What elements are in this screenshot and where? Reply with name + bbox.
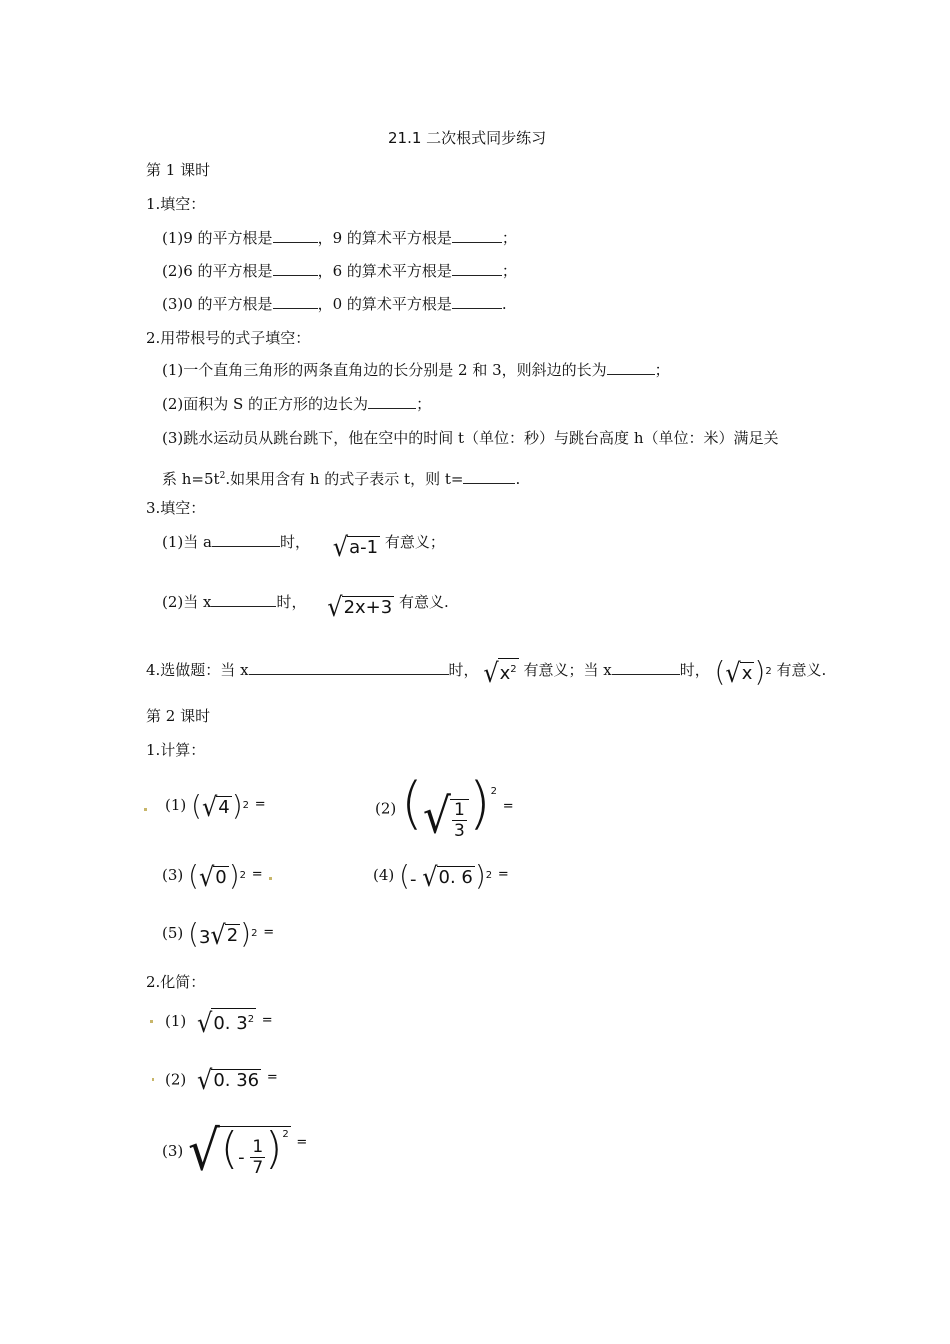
calc-label: 1.计算：	[146, 741, 206, 759]
lesson2-heading: 第 2 课时	[146, 707, 211, 725]
math-expression: (- √ 0. 6 )$^2$ =	[399, 859, 509, 893]
answer-blank[interactable]	[249, 660, 449, 675]
sqrt-expression: √ $x^2$	[483, 657, 517, 689]
sqrt-expression: √ a-1	[332, 531, 379, 563]
calc-item-5: (5) (3 √ 2 )$^2$ =	[162, 917, 275, 951]
q1-item-1: (1)9 的平方根是 ，9 的算术平方根是 ；	[162, 229, 517, 247]
math-expression: ( √ $\frac{1}{3}$ )$^2$ =	[401, 771, 514, 845]
q3-item-1: (1)当 a 时， √ a-1 有意义；	[162, 531, 445, 563]
decorative-dot	[269, 877, 272, 880]
decorative-dot	[150, 1020, 153, 1023]
answer-blank[interactable]	[452, 261, 502, 276]
math-expression: ( √ 0 )$^2$ =	[188, 859, 263, 893]
math-expression: ( √ 4 )$^2$ =	[191, 789, 266, 823]
calc-item-4: (4) (- √ 0. 6 )$^2$ =	[373, 859, 509, 893]
q1-item-2: (2)6 的平方根是 ，6 的算术平方根是 ；	[162, 262, 517, 280]
squared-sqrt-expression: ( √ x )$^2$	[714, 655, 772, 689]
q2-label: 2.用带根号的式子填空：	[146, 329, 311, 347]
q1-label: 1.填空：	[146, 195, 206, 213]
math-expression: √ 0. 36 =	[197, 1064, 278, 1096]
math-expression: √ 0. $3^2$ =	[197, 1007, 273, 1039]
q2-item-3-line1: (3)跳水运动员从跳台跳下，他在空中的时间 t（单位：秒）与跳台高度 h（单位：米）满足关	[162, 429, 779, 447]
q3-label: 3.填空：	[146, 499, 206, 517]
answer-blank[interactable]	[212, 532, 280, 547]
answer-blank[interactable]	[211, 592, 276, 607]
simplify-item-3: (3) √ (- $\frac{1}{7}$ )$^2$ =	[162, 1119, 308, 1183]
answer-blank[interactable]	[273, 294, 318, 309]
math-expression: (3 √ 2 )$^2$ =	[188, 917, 275, 951]
q2-item-1: (1)一个直角三角形的两条直角边的长分别是 2 和 3，则斜边的长为 ；	[162, 361, 670, 379]
simplify-item-2: (2) √ 0. 36 =	[165, 1064, 278, 1096]
lesson1-heading: 第 1 课时	[146, 161, 211, 179]
sqrt-expression: √ 2x+3	[327, 591, 393, 623]
q3-item-2: (2)当 x 时， √ 2x+3 有意义.	[162, 591, 449, 623]
answer-blank[interactable]	[452, 228, 502, 243]
q2-item-2: (2)面积为 S 的正方形的边长为 ；	[162, 395, 432, 413]
q1-item-3: (3)0 的平方根是 ，0 的算术平方根是 .	[162, 295, 507, 313]
calc-item-3: (3) ( √ 0 )$^2$ =	[162, 859, 263, 893]
simplify-label: 2.化简：	[146, 973, 206, 991]
q4: 4.选做题：当 x 时， √ $x^2$ 有意义；当 x 时， ( √ x )$^2$ 有意义.	[146, 655, 827, 689]
page-title: 21.1 二次根式同步练习	[388, 129, 547, 147]
answer-blank[interactable]	[368, 394, 416, 409]
answer-blank[interactable]	[607, 360, 655, 375]
answer-blank[interactable]	[463, 469, 515, 484]
q2-item-3-line2: 系 $h=5t^2$.如果用含有 h 的式子表示 t，则 t= .	[162, 470, 521, 488]
calc-item-2: (2) ( √ $\frac{1}{3}$ )$^2$ =	[375, 771, 514, 845]
answer-blank[interactable]	[273, 228, 318, 243]
math-expression: √ (- $\frac{1}{7}$ )$^2$ =	[188, 1119, 308, 1183]
decorative-dot	[144, 808, 147, 811]
answer-blank[interactable]	[612, 660, 680, 675]
calc-item-1: (1) ( √ 4 )$^2$ =	[165, 789, 266, 823]
decorative-dot	[152, 1078, 154, 1081]
answer-blank[interactable]	[273, 261, 318, 276]
simplify-item-1: (1) √ 0. $3^2$ =	[165, 1007, 273, 1039]
answer-blank[interactable]	[452, 294, 502, 309]
